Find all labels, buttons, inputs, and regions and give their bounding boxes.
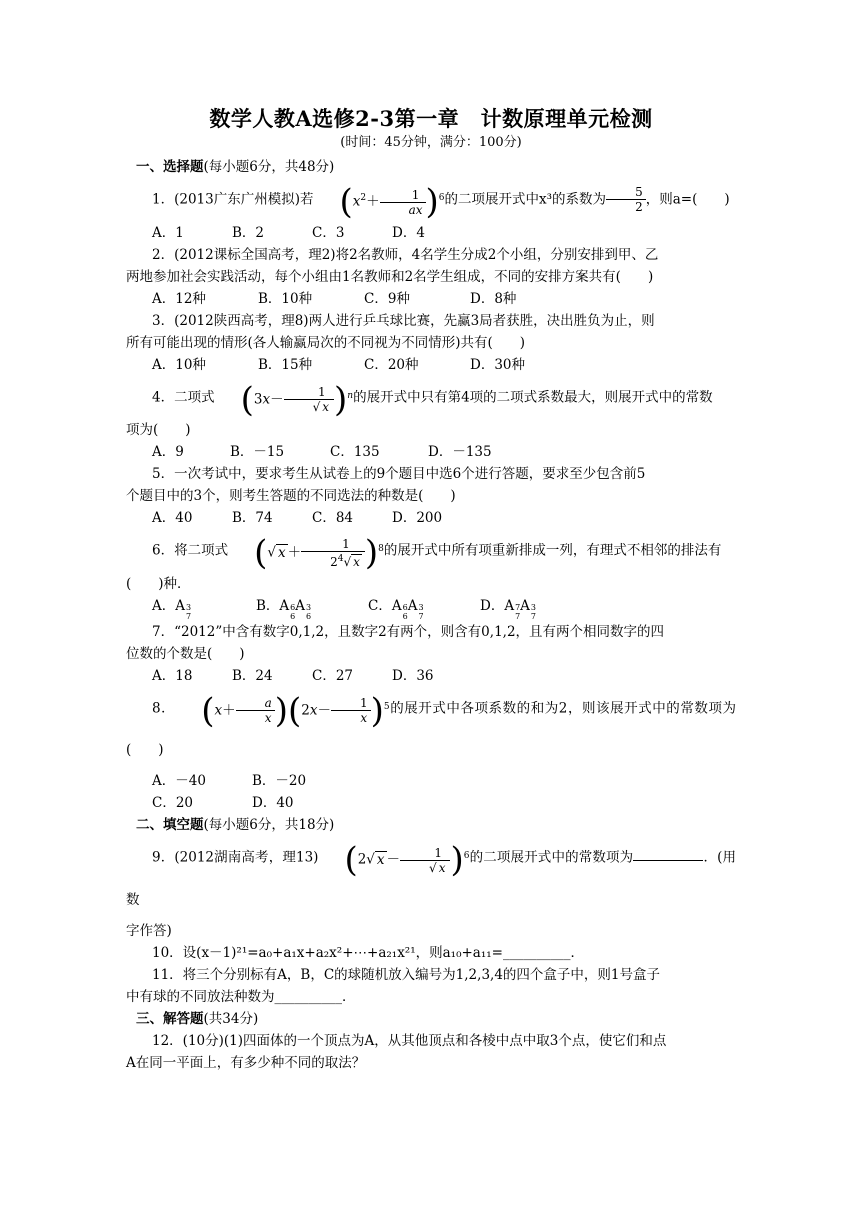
question-11: 11．将三个分别标有A，B，C的球随机放入编号为1,2,3,4的四个盒子中，则1号盒子 [152, 966, 660, 983]
question-8: 8． (x＋ $\frac{a}{x}$ )(2x－ $\frac{1}{x}$ )$^5$的展开式中各项系数的和为2，则该展开式中的常数项为( ) [126, 687, 736, 771]
question-1: 1．(2013广东广州模拟)若 ($x^2+$ $\frac{1}{ax}$ )$^6$的二项展开式中x³的系数为 $\frac{5}{2}$ ，则a=( ) [126, 178, 736, 222]
question-6-line-2: ( )种． [126, 575, 191, 592]
question-9-line-2: 字作答) [126, 922, 172, 939]
question-12-line-2: A在同一平面上，有多少种不同的取法？ [126, 1054, 366, 1071]
question-4: 4．二项式 (3x－ $\frac{1}{√ x}$ )$^n$的展开式中只有第4项的二项式系数最大，则展开式中的常数 [126, 376, 736, 420]
question-12: 12．(10分)(1)四面体的一个顶点为A，从其他顶点和各棱中点中取3个点，使它们和点 [152, 1032, 667, 1049]
question-7: 7．“2012”中含有数字0,1,2，且数字2有两个，则含有0,1,2，且有两个相同数字的四 [152, 623, 665, 640]
formula-q4: (3x－ $\frac{1}{√ x}$ )$^n$ [240, 379, 354, 420]
options-q4: A．9 B．－15 C．135 D．－135 [152, 444, 492, 460]
formula-q8: (x＋ $\frac{a}{x}$ )(2x－ $\frac{1}{x}$ )$^5$ [201, 690, 390, 731]
options-q1: A．1 B．2 C．3 D．4 [152, 224, 425, 241]
section-solve: 三、解答题(共34分) [136, 1010, 259, 1027]
question-5: 5．一次考试中，要求考生从试卷上的9个题目中选6个进行答题，要求至少包含前5 [152, 466, 646, 482]
formula-q6: (√ x ＋ $\frac{1}{2^4√ x}$ )$^8$ [254, 533, 384, 573]
exam-page [126, 104, 736, 1074]
question-5-line-2: 个题目中的3个，则考生答题的不同选法的种数是( ) [126, 488, 456, 504]
question-4-line-2: 项为( ) [126, 422, 191, 438]
question-11-line-2: 中有球的不同放法种数为__________． [126, 988, 356, 1005]
options-q5: A．40 B．74 C．84 D．200 [152, 510, 443, 526]
question-9: 9．(2012湖南高考，理13) (2√ x － $\frac{1}{√ x}$ )$^6$的二项展开式中的常数项为 ．(用数 [126, 836, 736, 920]
fraction-q1: $\frac{5}{2}$ [606, 185, 646, 214]
options-q8-row-2: C．20 D．40 [152, 795, 294, 811]
formula-q1: ($x^2+$ $\frac{1}{ax}$ )$^6$ [339, 182, 445, 222]
section-choice: 一、选择题(每小题6分，共48分) [136, 159, 335, 175]
options-q3: A．10种 B．15种 C．20种 D．30种 [152, 356, 526, 373]
options-q6: A．A 3 7 B．A 6 6 A 3 6 C．A 6 6 A 3 7 D．A 7 7 A 3 7 [152, 597, 537, 621]
answer-blank-q9[interactable] [633, 848, 703, 861]
question-6: 6．将二项式 (√ x ＋ $\frac{1}{2^4√ x}$ )$^8$的展开式中所有项重新排成一列，有理式不相邻的排法有 [126, 529, 736, 573]
question-10: 10．设(x－1)²¹=a₀+a₁x+a₂x²+⋯+a₂₁x²¹，则a₁₀+a₁₁=__________． [152, 944, 584, 961]
options-q2: A．12种 B．10种 C．9种 D．8种 [152, 290, 517, 307]
question-7-line-2: 位数的个数是( ) [126, 645, 245, 662]
options-q7: A．18 B．24 C．27 D．36 [152, 667, 434, 684]
options-q8: A．－40 B．－20 [152, 773, 307, 789]
page-title: 数学人教A选修2-3第一章 计数原理单元检测 [209, 106, 653, 131]
question-3-line-2: 所有可能出现的情形(各人输赢局次的不同视为不同情形)共有( ) [126, 334, 526, 351]
question-2-line-2: 两地参加社会实践活动，每个小组由1名教师和2名学生组成，不同的安排方案共有( ) [126, 268, 654, 285]
section-fill: 二、填空题(每小题6分，共18分) [136, 817, 335, 833]
page-subtitle: (时间：45分钟，满分：100分) [340, 135, 522, 150]
question-2: 2．(2012课标全国高考，理2)将2名教师，4名学生分成2个小组，分别安排到甲、乙 [152, 246, 659, 263]
formula-q9: (2√ x － $\frac{1}{√ x}$ )$^6$ [344, 840, 470, 880]
question-3: 3．(2012陕西高考，理8)两人进行乒乓球比赛，先赢3局者获胜，决出胜负为止，则 [152, 312, 655, 329]
